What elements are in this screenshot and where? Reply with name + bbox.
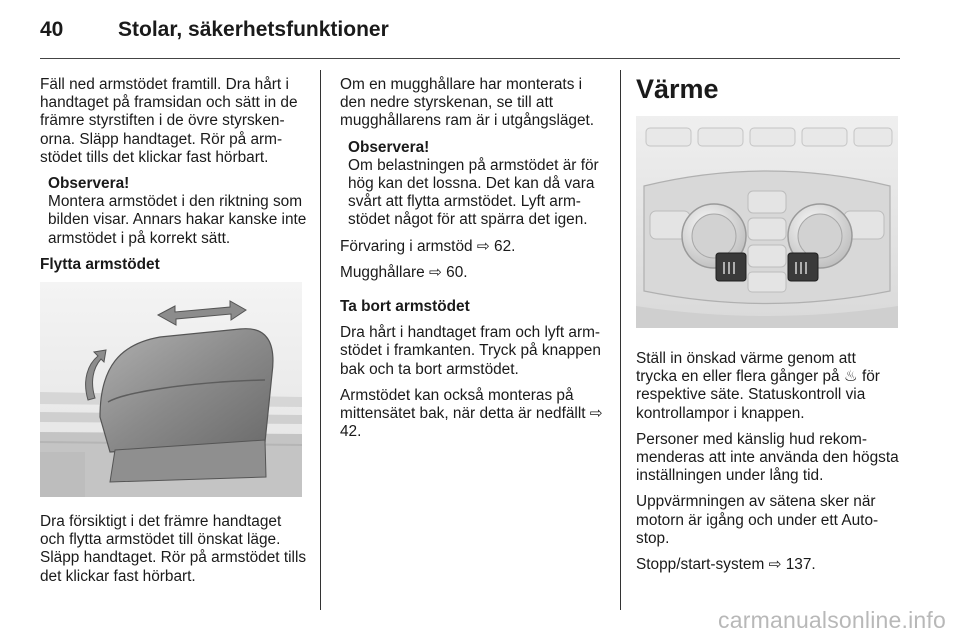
column-1 — [40, 76, 310, 594]
paragraph: Fäll ned armstödet framtill. Dra hårt i handtaget på framsidan och sätt in de främre styrstiften i de övre styrskenorna. Släpp handtaget. Rör på armstödet tills det klickar fast hörbart. — [40, 76, 298, 166]
note-title: Observera! — [48, 175, 130, 193]
subheading: Ta bort armstödet — [340, 298, 470, 316]
page-number: 40 — [40, 18, 64, 41]
armrest-illustration — [40, 282, 302, 497]
watermark: carmanualsonline.info — [718, 607, 946, 633]
paragraph: Dra hårt i handtaget fram och lyft armstödet i framkanten. Tryck på knappen bak och ta bort armstödet. — [340, 324, 601, 378]
cross-reference: Mugghållare ⇨ 60. — [340, 263, 468, 281]
note-text: Om belastningen på armstödet är för hög kan det lossna. Det kan då vara svårt att flytta armstödet. Lyft armstödet något för att spärra det igen. — [348, 156, 599, 229]
note-block — [40, 175, 310, 248]
paragraph: Om en mugghållare har monterats i den nedre styrskenan, se till att mugghållarens ram är i utgångsläget. — [340, 76, 595, 130]
section-heading: Värme — [636, 74, 719, 104]
climate-control-panel-illustration — [636, 116, 898, 328]
paragraph: Personer med känslig hud rekommenderas att inte använda den högsta inställningen under lång tid. — [636, 430, 899, 485]
column-2 — [340, 76, 610, 449]
page-title: Stolar, säkerhetsfunktioner — [118, 18, 389, 41]
subheading: Flytta armstödet — [40, 255, 160, 273]
column-3 — [636, 74, 900, 582]
column-divider — [320, 70, 321, 610]
note-title: Observera! — [348, 138, 430, 156]
cross-reference: Förvaring i armstöd ⇨ 62. — [340, 237, 516, 255]
note-text: Montera armstödet i den riktning som bilden visar. Annars hakar kanske inte armstödet i på korrekt sätt. — [48, 193, 307, 247]
cross-reference: Stopp/start-system ⇨ 137. — [636, 556, 816, 574]
paragraph: Armstödet kan också monteras på mittensätet bak, när detta är nedfällt ⇨ 42. — [340, 386, 603, 441]
note-block — [340, 139, 610, 230]
column-divider — [620, 70, 621, 610]
header-rule — [40, 58, 900, 59]
paragraph: Ställ in önskad värme genom att trycka en eller flera gånger på ♨ för respektive säte. Statuskontroll via kontrollampor i knappen. — [636, 350, 880, 422]
page-header — [40, 18, 900, 48]
paragraph: Uppvärmningen av sätena sker när motorn är igång och under ett Autostop. — [636, 493, 879, 547]
paragraph: Dra försiktigt i det främre handtaget och flytta armstödet till önskat läge. Släpp handtaget. Rör på armstödet tills det klickar fast hörbart. — [40, 513, 307, 585]
